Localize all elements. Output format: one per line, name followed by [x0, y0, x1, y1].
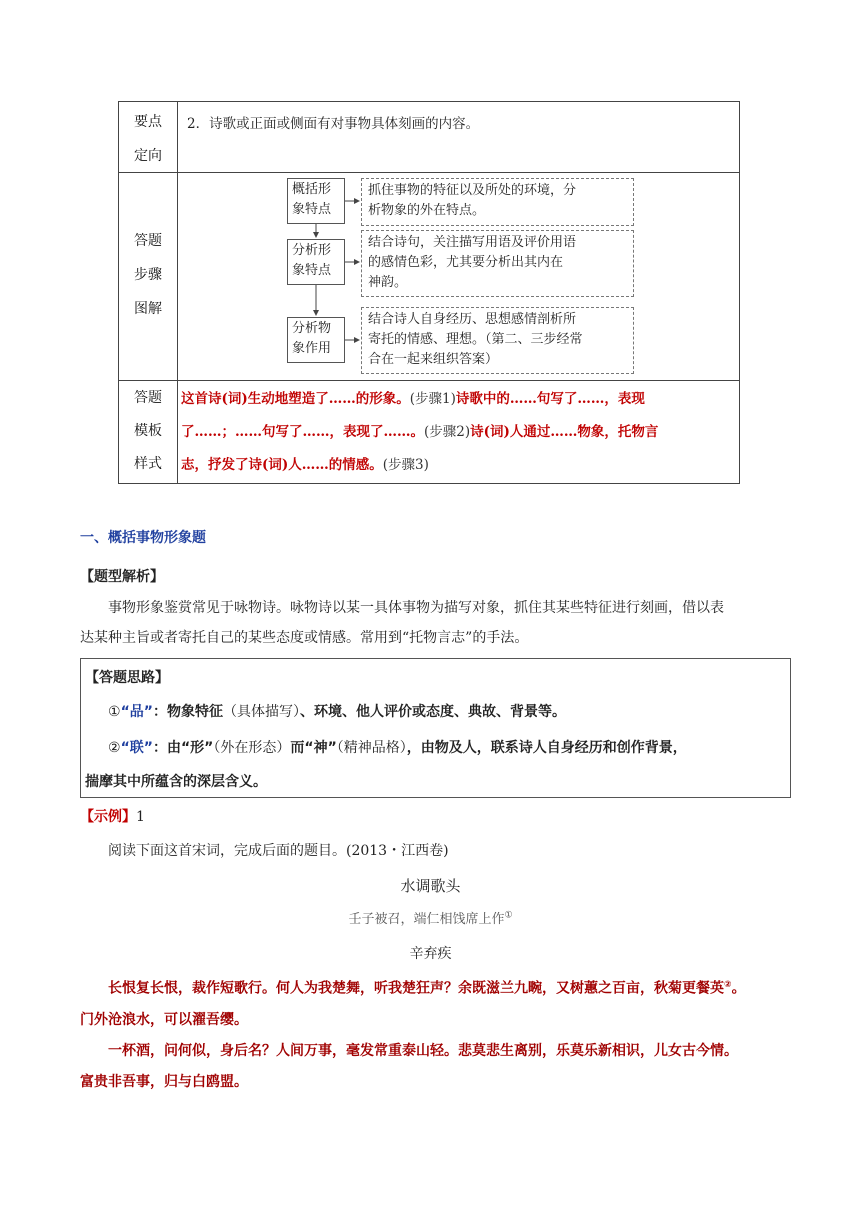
poem-text: 。 — [731, 980, 746, 997]
label-line: 模板 — [134, 423, 162, 439]
template-step: (步骤1) — [409, 391, 456, 407]
poem-text: 长恨复长恨，裁作短歌行。何人为我楚舞，听我楚狂声？余既滋兰九畹，又树蕙之百亩，秋菊更餐英 — [108, 980, 724, 997]
analysis-label: 【题型解析】 — [80, 569, 164, 585]
example-intro: 阅读下面这首宋词，完成后面的题目。(2013・江西卷) — [108, 843, 449, 859]
example-label — [80, 806, 145, 826]
section-heading: 一、概括事物形象题 — [80, 530, 206, 546]
approach-point-1 — [108, 701, 566, 721]
row-label-template — [119, 382, 177, 481]
flow-box-line: 分析物 — [292, 321, 332, 336]
point-text: 而“神” — [290, 740, 337, 756]
analysis-paragraph — [80, 593, 800, 653]
point-note: （精神品格） — [336, 740, 407, 756]
template-line — [181, 449, 733, 482]
template-red-text: 诗(词)人通过……物象，托物言 — [470, 424, 659, 440]
flow-desc-line: 合在一起来组织答案） — [368, 352, 499, 367]
flow-desc-line: 抓住事物的特征以及所处的环境，分 — [368, 183, 577, 198]
point-text: ： — [152, 704, 167, 720]
flow-desc-line: 析物象的外在特点。 — [368, 203, 486, 218]
flow-desc-line: 寄托的情感、理想。（第二、三步经常 — [368, 332, 583, 347]
label-line: 答题 — [134, 233, 162, 249]
point-text: 物象特征 — [166, 704, 223, 720]
point-key: “品” — [120, 704, 153, 720]
point-text: 、环境、他人评价或态度、典故、背景等。 — [299, 704, 566, 720]
label-line: 步骤 — [134, 267, 162, 283]
example-number: 1 — [136, 809, 145, 825]
flow-desc-line: 结合诗人自身经历、思想感情剖析所 — [368, 312, 577, 327]
approach-label: 【答题思路】 — [85, 670, 169, 686]
answer-template — [181, 383, 733, 482]
poem-subtitle — [0, 908, 861, 927]
flow-box-line: 象作用 — [292, 341, 332, 356]
flow-desc-line: 的感情色彩，尤其要分析出其内在 — [368, 255, 564, 270]
flow-box-line: 象特点 — [292, 263, 332, 278]
flow-desc-line: 结合诗句，关注描写用语及评价用语 — [368, 235, 577, 250]
label-line: 图解 — [134, 301, 162, 317]
method-table — [118, 101, 740, 484]
paragraph-line: 达某种主旨或者寄托自己的某些态度或情感。常用到“托物言志”的手法。 — [80, 630, 529, 646]
poem-line: 一杯酒，问何似，身后名？人间万事，毫发常重泰山轻。悲莫悲生离别，乐莫乐新相识，儿女古今情。 — [108, 1042, 738, 1059]
subtitle-text: 壬子被召，端仁相饯席上作 — [348, 912, 505, 927]
template-red-text: 志，抒发了诗(词)人……的情感。 — [181, 457, 383, 473]
template-step: (步骤3) — [382, 457, 429, 473]
poem-body — [80, 970, 800, 1098]
flow-box-line: 分析形 — [292, 243, 332, 258]
template-line — [181, 383, 733, 416]
label-line: 定向 — [134, 148, 162, 164]
template-line — [181, 416, 733, 449]
point-note: （外在形态） — [213, 740, 291, 756]
approach-box — [80, 658, 791, 798]
point-text: ：由“形” — [152, 740, 214, 756]
poem-author: 辛弃疾 — [409, 946, 452, 962]
key-points-content: 2．诗歌或正面或侧面有对事物具体刻画的内容。 — [187, 116, 480, 132]
approach-point-2 — [108, 737, 687, 757]
footnote-marker: ① — [504, 910, 513, 921]
point-key: “联” — [120, 740, 153, 756]
poem-title: 水调歌头 — [400, 877, 461, 895]
label-line: 答题 — [134, 390, 162, 406]
flow-box-line: 概括形 — [292, 182, 332, 197]
approach-point-2-cont: 揣摩其中所蕴含的深层含义。 — [85, 774, 267, 790]
example-tag: 【示例】 — [80, 809, 136, 825]
flow-desc-line: 神韵。 — [368, 275, 408, 290]
point-number: ① — [108, 704, 121, 720]
template-red-text: 诗歌中的……句写了……，表现 — [455, 391, 645, 407]
point-number: ② — [108, 740, 121, 756]
flow-box-line: 象特点 — [292, 202, 332, 217]
poem-line — [80, 970, 800, 1005]
point-note: （具体描写） — [222, 704, 300, 720]
template-red-text: 这首诗(词)生动地塑造了……的形象。 — [181, 391, 410, 407]
point-text: ，由物及人，联系诗人自身经历和创作背景， — [406, 740, 687, 756]
paragraph-line: 事物形象鉴赏常见于咏物诗。咏物诗以某一具体事物为描写对象，抓住其某些特征进行刻画，借以表 — [108, 600, 724, 616]
label-line: 要点 — [134, 114, 162, 130]
footnote-marker: ② — [724, 980, 732, 990]
template-step: (步骤2) — [424, 424, 471, 440]
template-red-text: 了……；……句写了……，表现了……。 — [181, 424, 424, 440]
poem-line: 富贵非吾事，归与白鸥盟。 — [80, 1073, 248, 1090]
poem-line: 门外沧浪水，可以濯吾缨。 — [80, 1011, 248, 1028]
label-line: 样式 — [134, 456, 162, 472]
